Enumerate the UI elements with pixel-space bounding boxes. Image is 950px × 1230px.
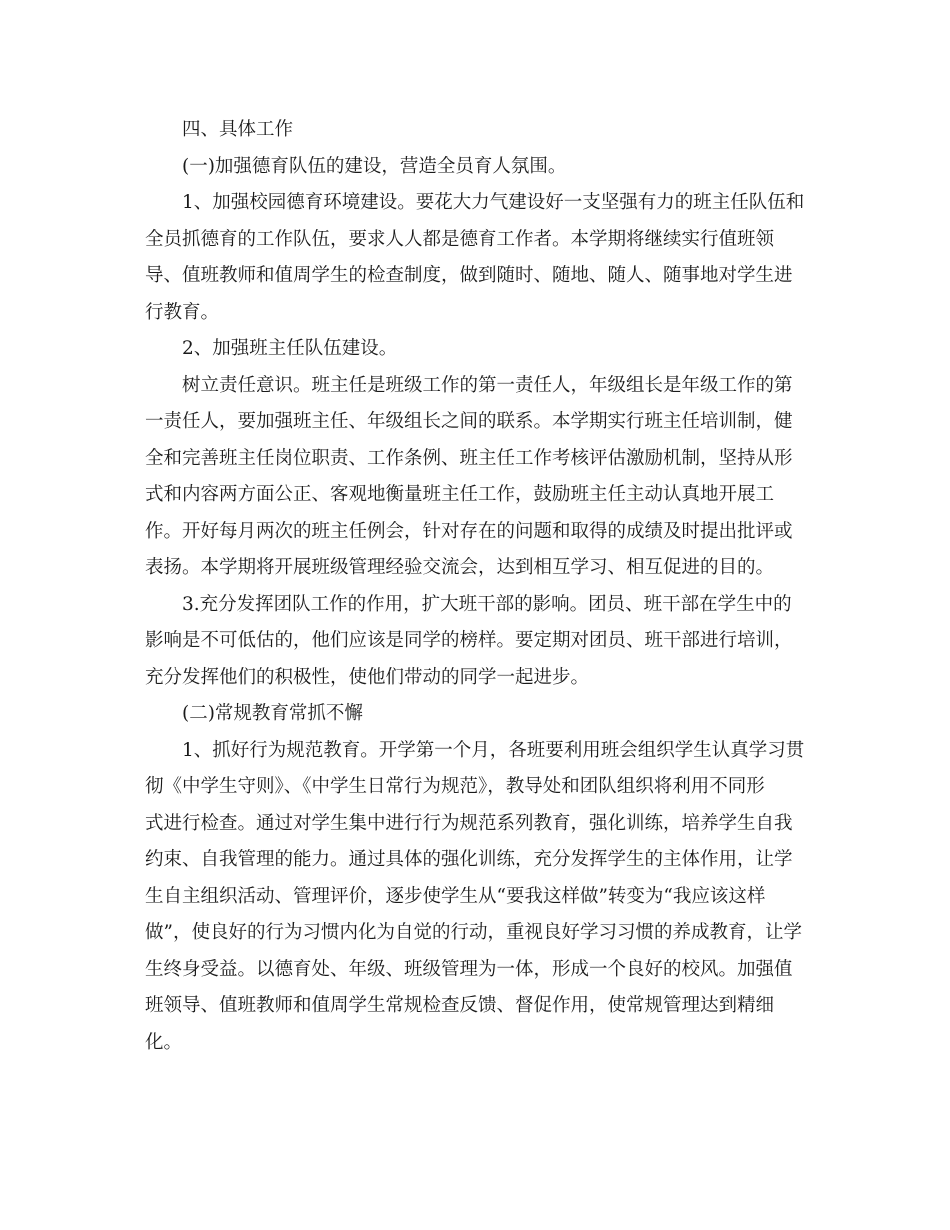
paragraph-line: 生自主组织活动、管理评价，逐步使学生从“要我这样做”转变为“我应该这样 [145,885,766,907]
paragraph-line: 彻《中学生守则》、《中学生日常行为规范》，教导处和团队组织将利用不同形 [145,776,765,797]
paragraph-line: 化。 [145,1031,183,1053]
paragraph-line: 3.充分发挥团队工作的作用，扩大班干部的影响。团员、班干部在学生中的 [182,593,792,615]
paragraph-line: 表扬。本学期将开展班级管理经验交流会，达到相互学习、相互促进的目的。 [145,557,775,578]
subsection-title-1: (一)加强德育队伍的建设，营造全员育人氛围。 [182,155,567,177]
paragraph-line: 作。开好每月两次的班主任例会，针对存在的问题和取得的成绩及时提出批评或 [145,520,793,542]
paragraph-item-2-title: 2、加强班主任队伍建设。 [182,338,398,359]
paragraph-line: 班领导、值班教师和值周学生常规检查反馈、督促作用，使常规管理达到精细 [145,995,775,1016]
document-body [145,112,815,1061]
paragraph-line: 行教育。 [145,301,220,323]
paragraph-item-3 [145,587,815,697]
paragraph-line: 影响是不可低估的，他们应该是同学的榜样。要定期对团员、班干部进行培训， [145,630,793,651]
paragraph-line: 导、值班教师和值周学生的检查制度，做到随时、随地、随人、随事地对学生进 [145,265,793,286]
subsection-title-2: (二)常规教育常抓不懈 [182,703,363,724]
paragraph-line: 充分发挥他们的积极性，使他们带动的同学一起进步。 [145,666,590,688]
paragraph-item-2-body [145,368,815,587]
section-heading: 四、具体工作 [182,119,294,140]
paragraph-line: 约束、自我管理的能力。通过具体的强化训练，充分发挥学生的主体作用，让学 [145,849,793,870]
paragraph-line: 1、抓好行为规范教育。开学第一个月，各班要利用班会组织学生认真学习贯 [182,739,805,761]
paragraph-line: 式和内容两方面公正、客观地衡量班主任工作，鼓励班主任主动认真地开展工 [145,484,775,505]
paragraph-line: 式进行检查。通过对学生集中进行行为规范系列教育，强化训练，培养学生自我 [145,812,793,834]
paragraph-line: 1、加强校园德育环境建设。要花大力气建设好一支坚强有力的班主任队伍和 [182,192,805,213]
paragraph-line: 全员抓德育的工作队伍，要求人人都是德育工作者。本学期将继续实行值班领 [145,228,775,250]
paragraph-line: 生终身受益。以德育处、年级、班级管理为一体，形成一个良好的校风。加强值 [145,958,793,980]
paragraph-line: 树立责任意识。班主任是班级工作的第一责任人，年级组长是年级工作的第 [182,374,793,396]
paragraph-line: 做”，使良好的行为习惯内化为自觉的行动，重视良好学习习惯的养成教育，让学 [145,922,802,943]
paragraph-item-1 [145,185,815,331]
paragraph-line: 一责任人，要加强班主任、年级组长之间的联系。本学期实行班主任培训制，健 [145,411,793,432]
paragraph-line: 全和完善班主任岗位职责、工作条例、班主任工作考核评估激励机制，坚持从形 [145,447,793,469]
paragraph-item-4 [145,733,815,1062]
